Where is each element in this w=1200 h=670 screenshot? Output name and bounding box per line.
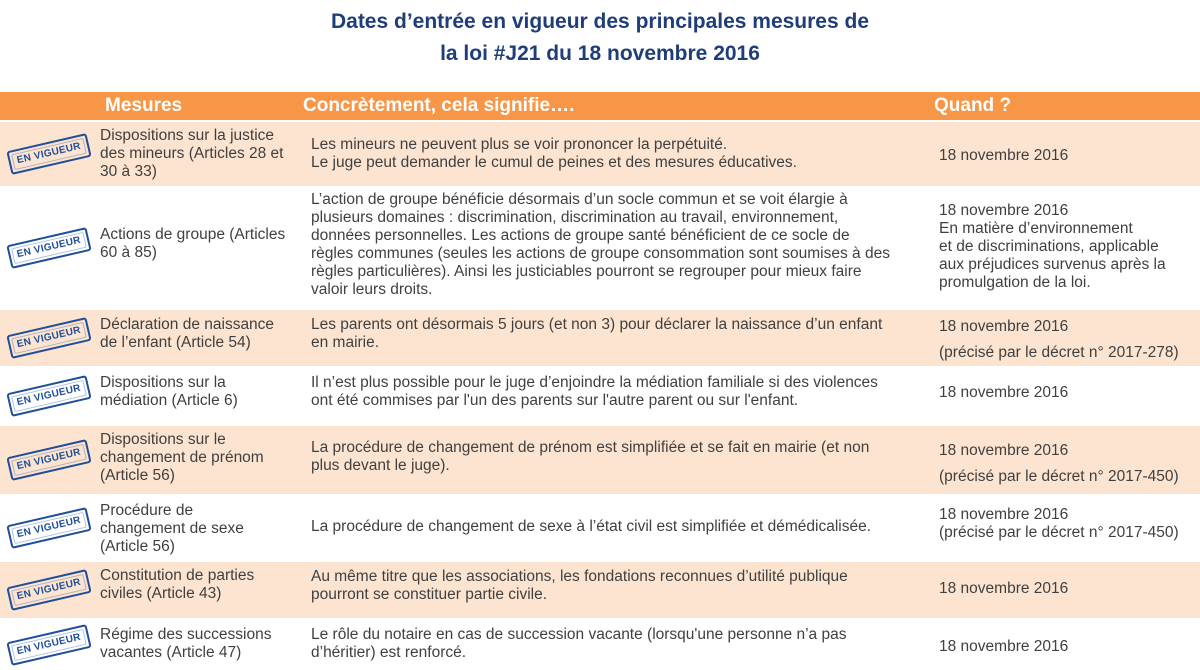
desc-line: règles communes (seules les actions de groupe consommation sont soumises à des [311,245,890,262]
mesure-line: (Article 56) [100,538,175,555]
cell-when [939,580,1200,598]
cell-when [939,438,1200,490]
cell-desc [311,374,926,410]
mesure-line: 30 à 33) [100,163,157,180]
table-row [0,120,1200,186]
mesure-line: des mineurs (Articles 28 et [100,145,284,162]
en-vigueur-stamp: EN VIGUEUR [6,317,91,359]
mesure-line: civiles (Article 43) [100,585,222,602]
en-vigueur-stamp: EN VIGUEUR [6,507,91,549]
when-line: aux préjudices survenus après la [939,256,1166,273]
desc-line: L’action de groupe bénéficie désormais d’un socle commun et se voit élargie à [311,191,848,208]
desc-line: pourront se constituer partie civile. [311,586,548,603]
table-header [0,92,1200,120]
mesure-line: (Article 56) [100,467,175,484]
mesure-line: Constitution de parties [100,567,255,584]
cell-desc [311,439,926,475]
cell-when [939,314,1200,366]
cell-when [939,202,1200,292]
title-line-1: Dates d’entrée en vigueur des principales mesures de [330,10,870,33]
cell-desc [311,518,926,536]
cell-mesure [100,431,300,485]
when-line: (précisé par le décret n° 2017-450) [939,468,1179,485]
mesure-line: médiation (Article 6) [100,392,238,409]
cell-mesure [100,626,300,662]
table-body [0,120,1200,670]
desc-line: règles particulières). Ainsi les justiciables pourront se regrouper pour mieux faire [311,263,862,280]
header-quand: Quand ? [934,95,1012,116]
when-line: 18 novembre 2016 [939,506,1069,523]
cell-desc [311,191,926,299]
cell-mesure [100,226,300,262]
when-line: 18 novembre 2016 [939,442,1069,459]
when-line: 18 novembre 2016 [939,202,1069,219]
table-row [0,494,1200,560]
desc-line: ont été commises par l'un des parents sur l'autre parent ou sur l'enfant. [311,392,799,409]
when-line: En matière d’environnement [939,220,1133,237]
en-vigueur-stamp: EN VIGUEUR [6,439,91,481]
table-row [0,186,1200,308]
mesure-line: vacantes (Article 47) [100,644,242,661]
desc-line: en mairie. [311,334,380,351]
mesure-line: Actions de groupe (Articles [100,226,286,243]
cell-mesure [100,502,300,556]
desc-line: plus devant le juge). [311,457,450,474]
when-line: promulgation de la loi. [939,274,1091,291]
mesure-line: changement de sexe [100,520,244,537]
measures-table [0,92,1200,670]
desc-line: Les parents ont désormais 5 jours (et non 3) pour déclarer la naissance d’un enfant [311,316,883,333]
desc-line: Le rôle du notaire en cas de succession vacante (lorsqu'une personne n’a pas [311,626,847,643]
desc-line: La procédure de changement de sexe à l’état civil est simplifiée et démédicalisée. [311,518,872,535]
desc-line: Les mineurs ne peuvent plus se voir prononcer la perpétuité. [311,136,728,153]
cell-desc [311,136,926,172]
cell-when [939,638,1200,656]
table-row [0,424,1200,494]
mesure-line: de l’enfant (Article 54) [100,334,251,351]
mesure-line: Dispositions sur la [100,374,226,391]
header-mesures: Mesures [105,95,183,116]
title-line-2: la loi #J21 du 18 novembre 2016 [440,42,760,65]
mesure-line: Régime des successions [100,626,272,643]
cell-mesure [100,374,300,410]
when-line: 18 novembre 2016 [939,384,1069,401]
cell-mesure [100,127,300,181]
desc-line: Au même titre que les associations, les fondations reconnues d’utilité publique [311,568,848,585]
table-row [0,560,1200,618]
desc-line: plusieurs domaines : discrimination, discrimination au travail, environnement, [311,209,839,226]
en-vigueur-stamp: EN VIGUEUR [6,227,91,269]
when-line: (précisé par le décret n° 2017-450) [939,524,1179,541]
mesure-line: Déclaration de naissance [100,316,275,333]
table-row [0,308,1200,366]
when-line: 18 novembre 2016 [939,318,1069,335]
cell-mesure [100,316,300,352]
mesure-line: Dispositions sur la justice [100,127,275,144]
cell-when [939,147,1200,165]
when-line: et de discriminations, applicable [939,238,1159,255]
en-vigueur-stamp: EN VIGUEUR [6,624,91,666]
desc-line: La procédure de changement de prénom est simplifiée et se fait en mairie (et non [311,439,870,456]
desc-line: Le juge peut demander le cumul de peines et des mesures éducatives. [311,154,797,171]
when-line: (précisé par le décret n° 2017-278) [939,344,1179,361]
table-row [0,618,1200,670]
cell-desc [311,316,926,352]
cell-when [939,384,1200,402]
desc-line: valoir leurs droits. [311,281,433,298]
cell-mesure [100,567,300,603]
en-vigueur-stamp: EN VIGUEUR [6,375,91,417]
when-line: 18 novembre 2016 [939,147,1069,164]
header-concretement: Concrètement, cela signifie…. [303,95,575,116]
cell-desc [311,626,926,662]
en-vigueur-stamp: EN VIGUEUR [6,569,91,611]
mesure-line: Dispositions sur le [100,431,226,448]
cell-when [939,506,1200,542]
cell-desc [311,568,926,604]
when-line: 18 novembre 2016 [939,580,1069,597]
desc-line: données personnelles. Les actions de groupe santé bénéficient de ce socle de [311,227,850,244]
mesure-line: Procédure de [100,502,194,519]
en-vigueur-stamp: EN VIGUEUR [6,133,91,175]
table-row [0,366,1200,424]
desc-line: Il n’est plus possible pour le juge d’enjoindre la médiation familiale si des violences [311,374,878,391]
desc-line: d’héritier) est renforcé. [311,644,467,661]
when-line: 18 novembre 2016 [939,638,1069,655]
page-title [0,6,1200,70]
mesure-line: 60 à 85) [100,244,157,261]
mesure-line: changement de prénom [100,449,264,466]
